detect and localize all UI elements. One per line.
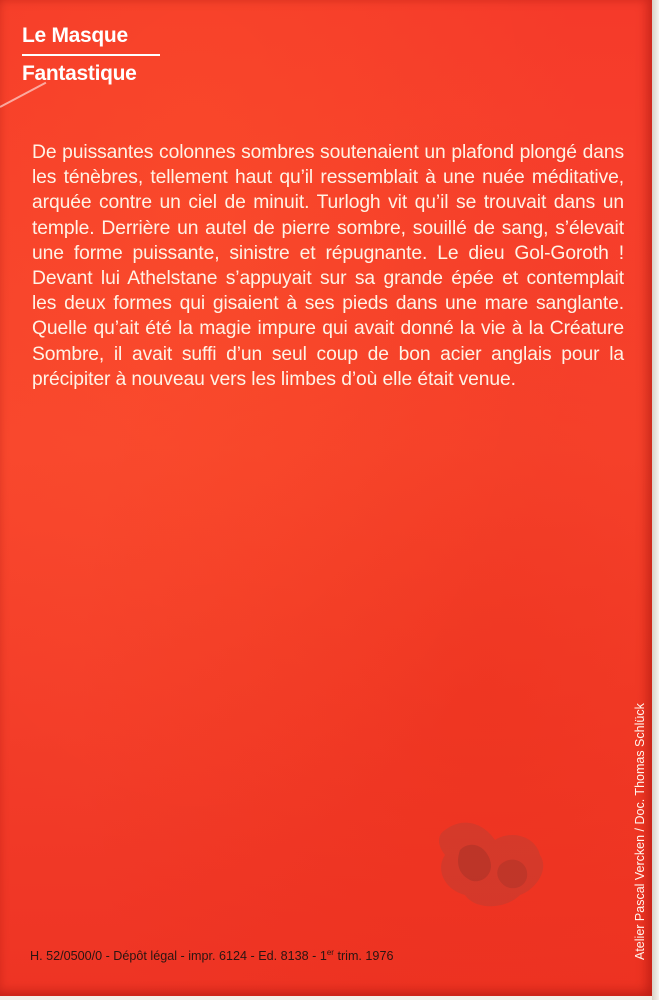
- legal-text-after: trim. 1976: [333, 949, 394, 964]
- page-edge: [652, 0, 659, 1000]
- legal-deposit-line: [30, 948, 393, 963]
- series-divider: [22, 54, 160, 56]
- series-logo: [22, 24, 160, 86]
- legal-text-before: H. 52/0500/0 - Dépôt légal - impr. 6124 - Ed. 8138 - 1: [30, 949, 327, 964]
- series-title-line2: Fantastique: [22, 62, 137, 85]
- blurb-paragraph: De puissantes colonnes sombres soutenaient un plafond plongé dans les ténèbres, tellement haut qu’il ressemblait à une nuée méditative, arquée contre un ciel de minuit. Turlogh vit qu’il se trouvait dans un temple. Derrière un autel de pierre sombre, souillé de sang, s’élevait une forme puissante, sinistre et répugnante. Le dieu Gol-Goroth ! Devant lui Athelstane s’appuyait sur sa grande épée et contemplait les deux formes qui gisaient à ses pieds dans une mare sanglante. Quelle qu’ait été la magie impure qui avait donné la vie à la Créature Sombre, il avait suffi d’un seul coup de bon acier anglais pour la précipiter à nouveau vers les limbes d’où elle était venue.: [32, 142, 624, 390]
- photo-credit: Atelier Pascal Vercken / Doc. Thomas Schlück: [633, 703, 647, 960]
- legal-superscript: er: [326, 948, 334, 957]
- worn-stain-mark: [425, 810, 565, 920]
- series-title-line1: Le Masque: [22, 24, 128, 47]
